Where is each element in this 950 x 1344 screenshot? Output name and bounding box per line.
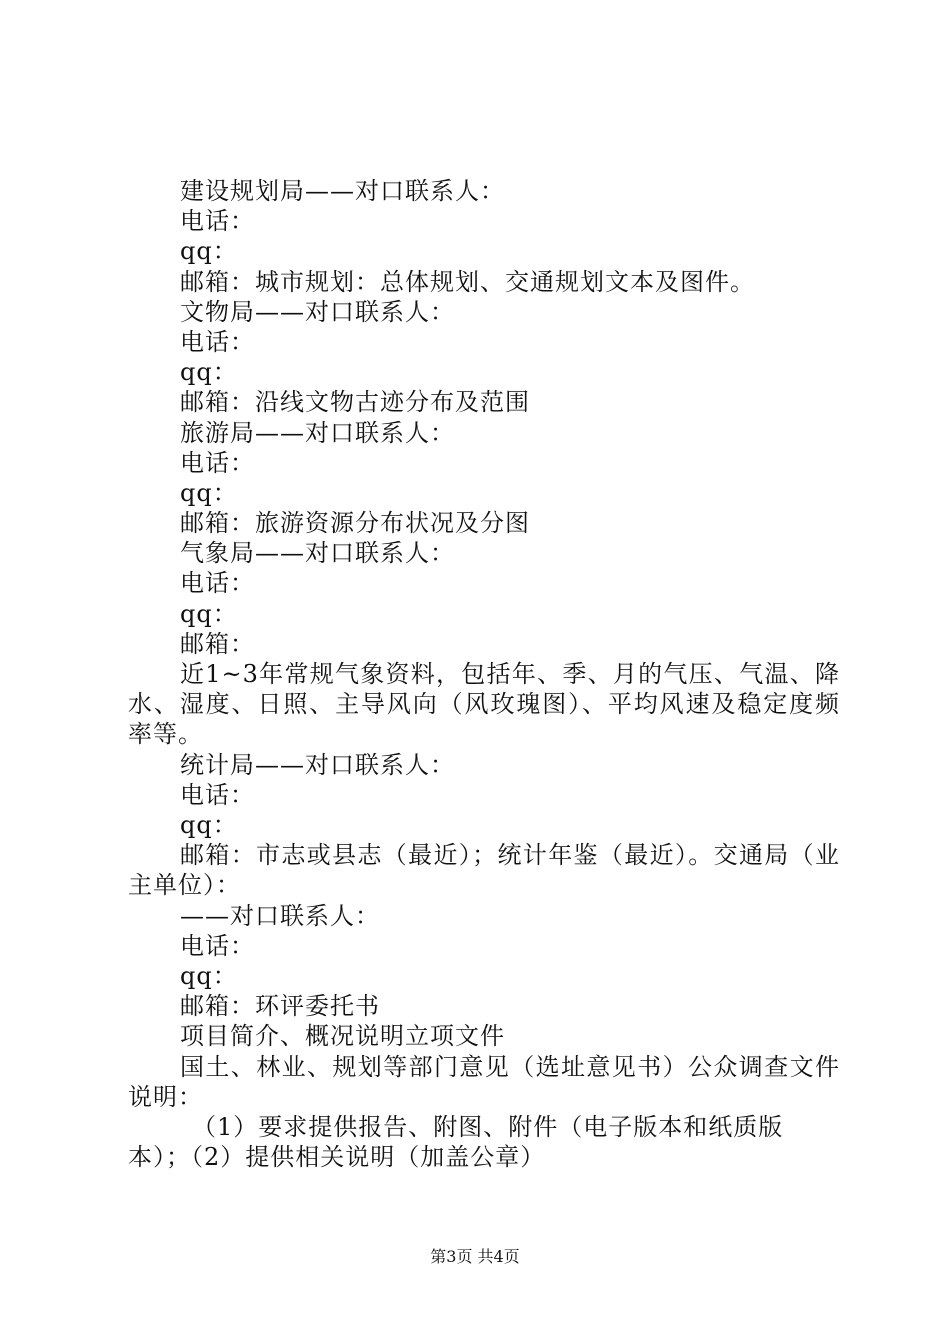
text-line: 气象局——对口联系人： — [180, 539, 455, 568]
text-line: 旅游局——对口联系人： — [180, 418, 455, 447]
text-line: qq： — [180, 599, 238, 628]
text-line: qq： — [180, 478, 238, 507]
text-line: 建设规划局——对口联系人： — [180, 177, 505, 205]
text-line: 电话： — [180, 207, 255, 236]
text-paragraph: 邮箱：市志或县志（最近）；统计年鉴（最近）。交通局（业主单位）： — [128, 841, 840, 900]
document-body — [128, 176, 840, 1172]
text-line: 邮箱：环评委托书 — [180, 992, 380, 1021]
text-line: qq： — [180, 810, 238, 839]
text-line: ——对口联系人： — [180, 901, 380, 930]
text-line: 项目简介、概况说明立项文件 — [180, 1022, 505, 1051]
text-line: 文物局——对口联系人： — [180, 297, 455, 326]
text-paragraph: 近1~3年常规气象资料，包括年、季、月的气压、气温、降水、湿度、日照、主导风向（风玫瑰图）、平均风速及稳定度频率等。 — [128, 660, 840, 749]
text-line: 电话： — [180, 448, 255, 477]
text-paragraph: 国土、林业、规划等部门意见（选址意见书）公众调查文件说明： — [128, 1052, 840, 1111]
text-line: 统计局——对口联系人： — [180, 750, 455, 779]
text-line: qq： — [180, 358, 238, 387]
text-line: 邮箱：城市规划：总体规划、交通规划文本及图件。 — [180, 267, 755, 296]
text-line: 邮箱：旅游资源分布状况及分图 — [180, 509, 530, 538]
text-paragraph: （1）要求提供报告、附图、附件（电子版本和纸质版本）；（2）提供相关说明（加盖公章） — [128, 1112, 784, 1172]
page-footer: 第3页 共4页 — [430, 1247, 520, 1266]
text-line: 电话： — [180, 569, 255, 598]
text-line: 电话： — [180, 327, 255, 356]
text-line: qq： — [180, 237, 238, 266]
text-line: 电话： — [180, 780, 255, 809]
text-line: 电话： — [180, 931, 255, 960]
text-line: 邮箱：沿线文物古迹分布及范围 — [180, 388, 530, 417]
text-line: qq： — [180, 961, 238, 990]
text-line: 邮箱： — [180, 629, 255, 658]
